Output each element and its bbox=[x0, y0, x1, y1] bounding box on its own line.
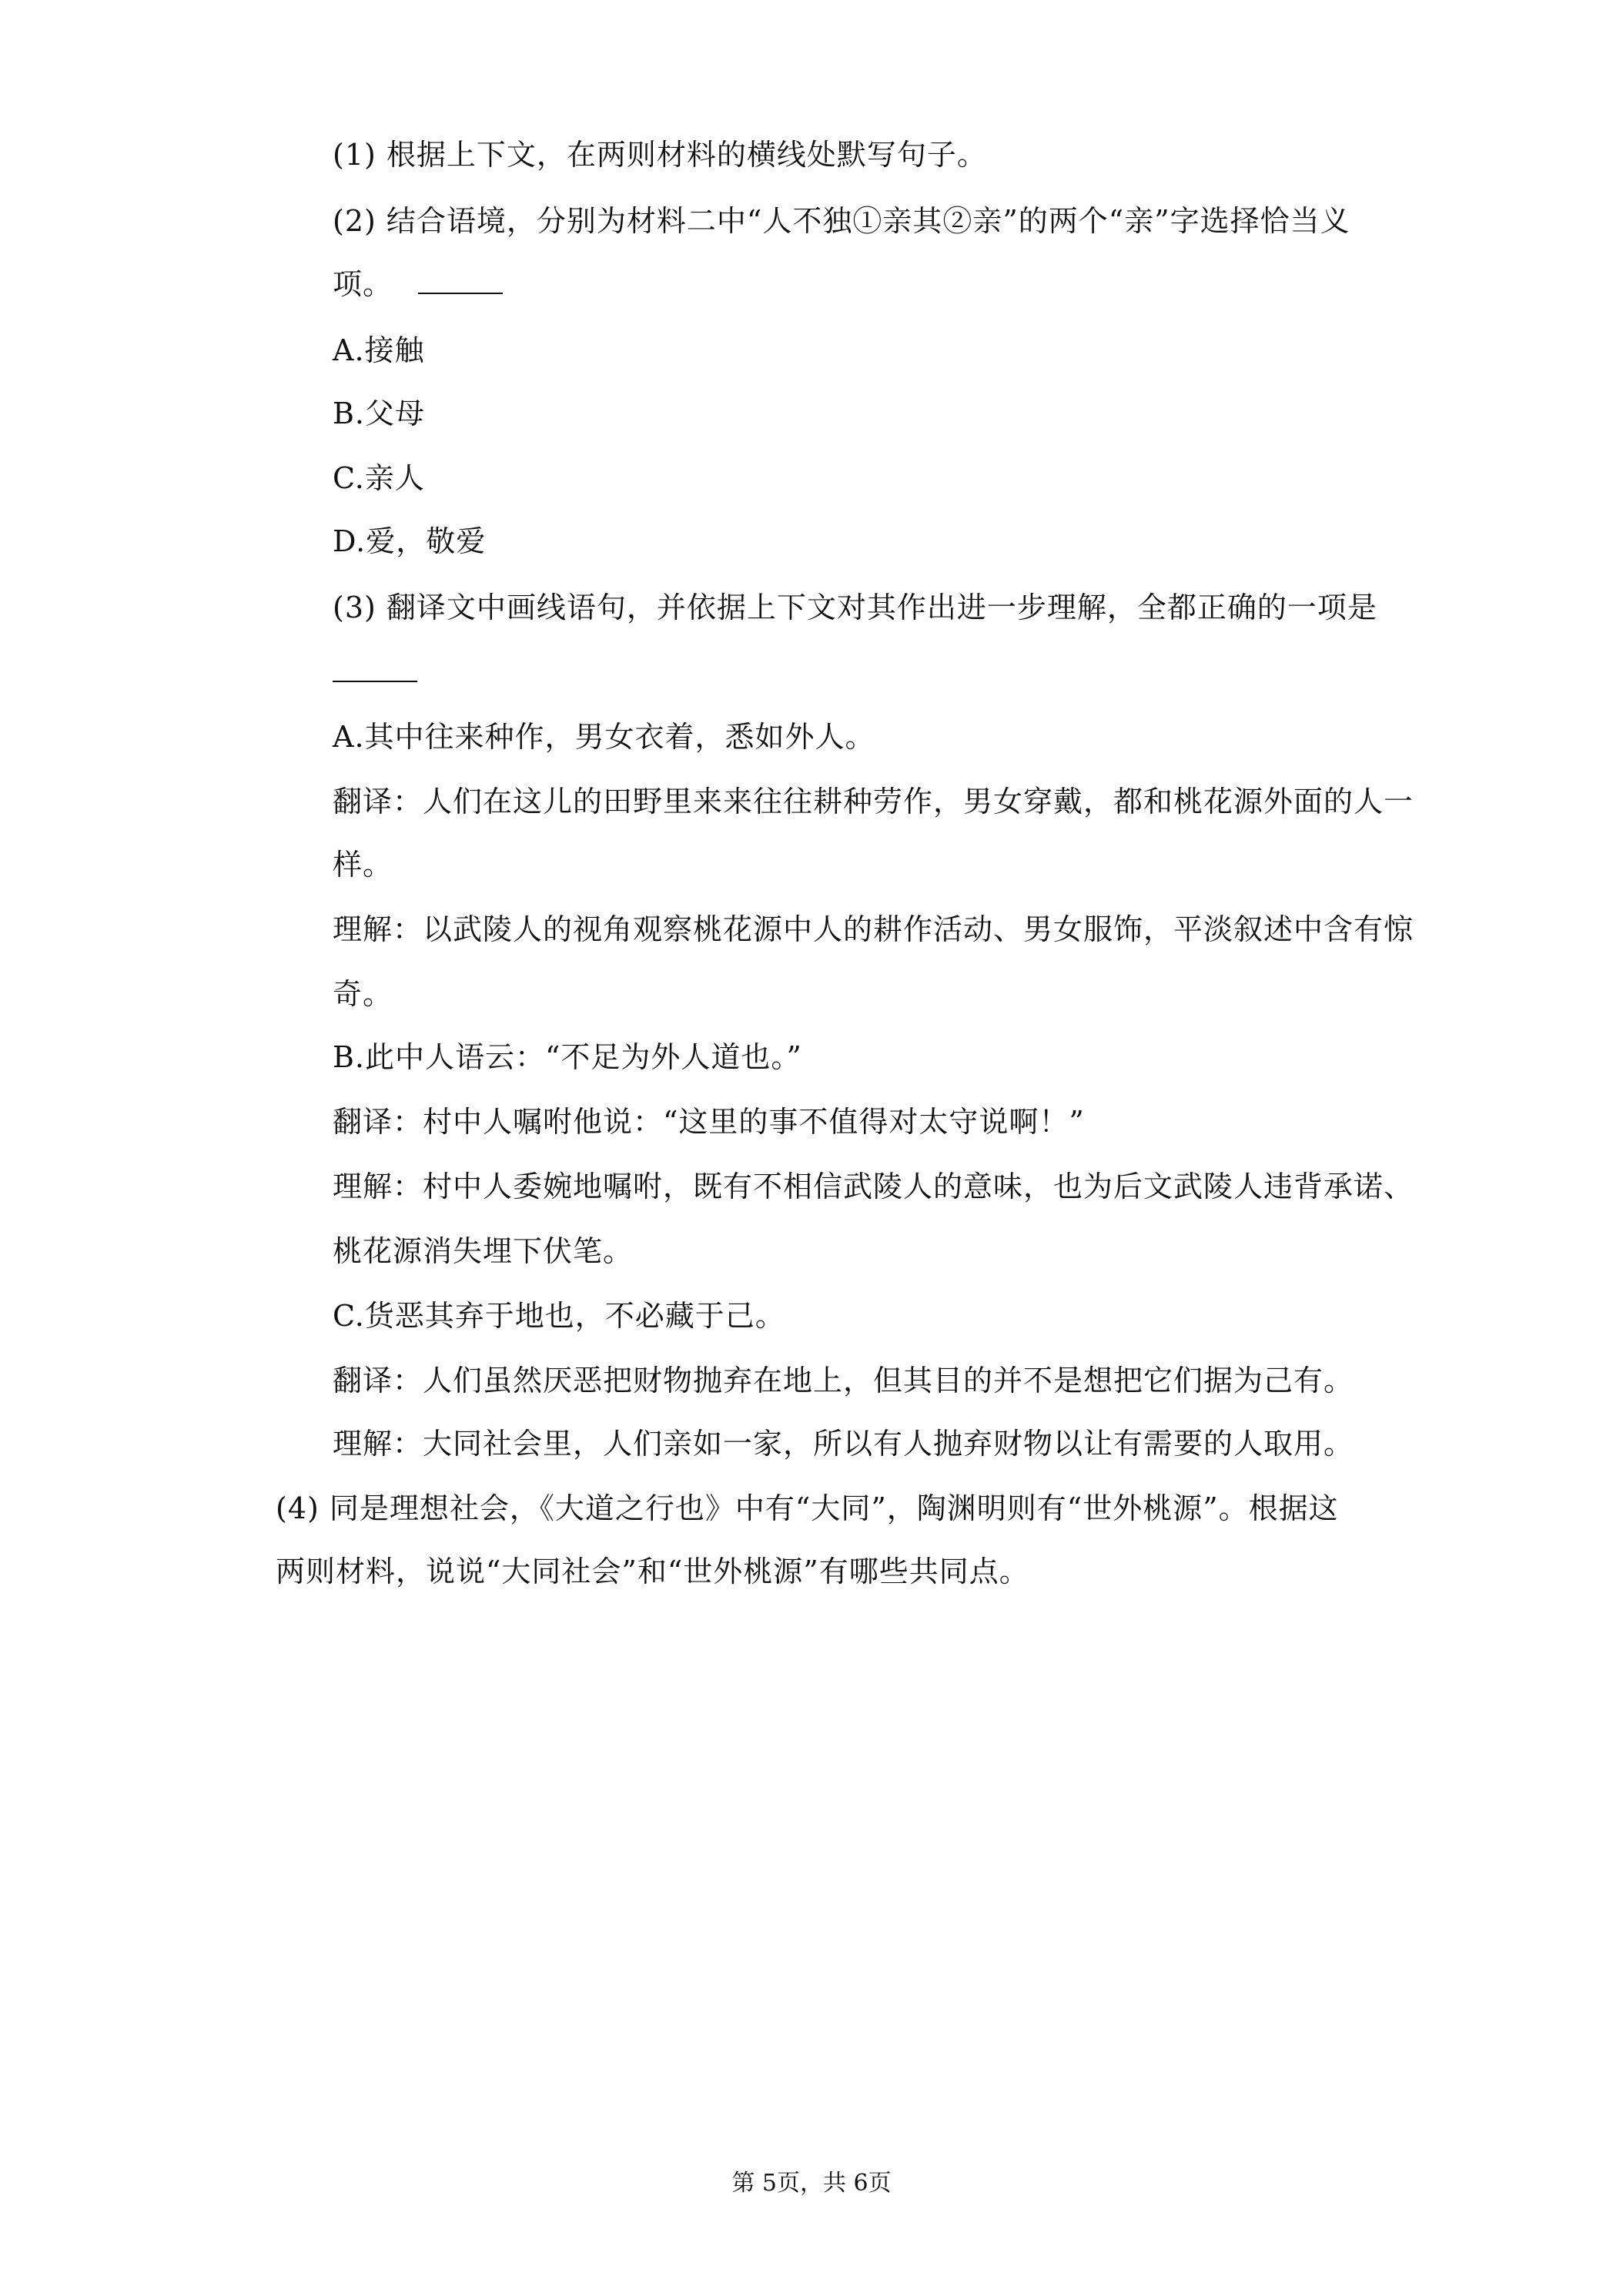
question-2-line-1: (2) 结合语境，分别为材料二中“人不独①亲其②亲”的两个“亲”字选择恰当义 bbox=[333, 204, 1350, 238]
question-2-option-d: D.爱，敬爱 bbox=[333, 524, 487, 558]
q3-option-a-sentence: A.其中往来种作，男女衣着，悉如外人。 bbox=[333, 720, 875, 754]
q3-option-c-translation: 翻译：人们虽然厌恶把财物抛弃在地上，但其目的并不是想把它们据为己有。 bbox=[333, 1364, 1354, 1397]
question-2-option-c: C.亲人 bbox=[333, 461, 425, 495]
q3-option-c-sentence: C.货恶其弃于地也，不必藏于己。 bbox=[333, 1299, 785, 1333]
question-4-line-2: 两则材料，说说“大同社会”和“世外桃源”有哪些共同点。 bbox=[276, 1555, 1029, 1588]
q3-option-a-translation-line-2: 样。 bbox=[333, 848, 393, 882]
q3-option-b-sentence: B.此中人语云：“不足为外人道也。” bbox=[333, 1040, 802, 1074]
q3-option-b-understanding-line-1: 理解：村中人委婉地嘱咐，既有不相信武陵人的意味，也为后文武陵人违背承诺、 bbox=[333, 1170, 1414, 1203]
q3-option-b-translation: 翻译：村中人嘱咐他说：“这里的事不值得对太守说啊！” bbox=[333, 1105, 1085, 1139]
q3-option-a-understanding-line-2: 奇。 bbox=[333, 977, 393, 1011]
question-3-line-1: (3) 翻译文中画线语句，并依据上下文对其作出进一步理解，全都正确的一项是 bbox=[333, 591, 1377, 624]
q3-option-c-understanding: 理解：大同社会里，人们亲如一家，所以有人抛弃财物以让有需要的人取用。 bbox=[333, 1427, 1354, 1461]
question-2-line-2-text: 项。 bbox=[333, 267, 393, 301]
q3-option-a-understanding-line-1: 理解：以武陵人的视角观察桃花源中人的耕作活动、男女服饰，平淡叙述中含有惊 bbox=[333, 912, 1414, 946]
q3-option-a-translation-line-1: 翻译：人们在这儿的田野里来来往往耕种劳作，男女穿戴，都和桃花源外面的人一 bbox=[333, 785, 1414, 818]
answer-blank bbox=[418, 269, 503, 294]
question-1: (1) 根据上下文，在两则材料的横线处默写句子。 bbox=[333, 138, 987, 172]
question-2-line-2 bbox=[333, 266, 503, 302]
page-footer: 第 5页，共 6页 bbox=[731, 2170, 892, 2197]
question-2-option-a: A.接触 bbox=[333, 333, 425, 367]
answer-blank bbox=[333, 658, 417, 682]
question-3-blank-line bbox=[333, 654, 417, 690]
question-4-line-1: (4) 同是理想社会，《大道之行也》中有“大同”，陶渊明则有“世外桃源”。根据这 bbox=[276, 1491, 1339, 1525]
q3-option-b-understanding-line-2: 桃花源消失埋下伏笔。 bbox=[333, 1234, 634, 1268]
question-2-option-b: B.父母 bbox=[333, 397, 426, 430]
